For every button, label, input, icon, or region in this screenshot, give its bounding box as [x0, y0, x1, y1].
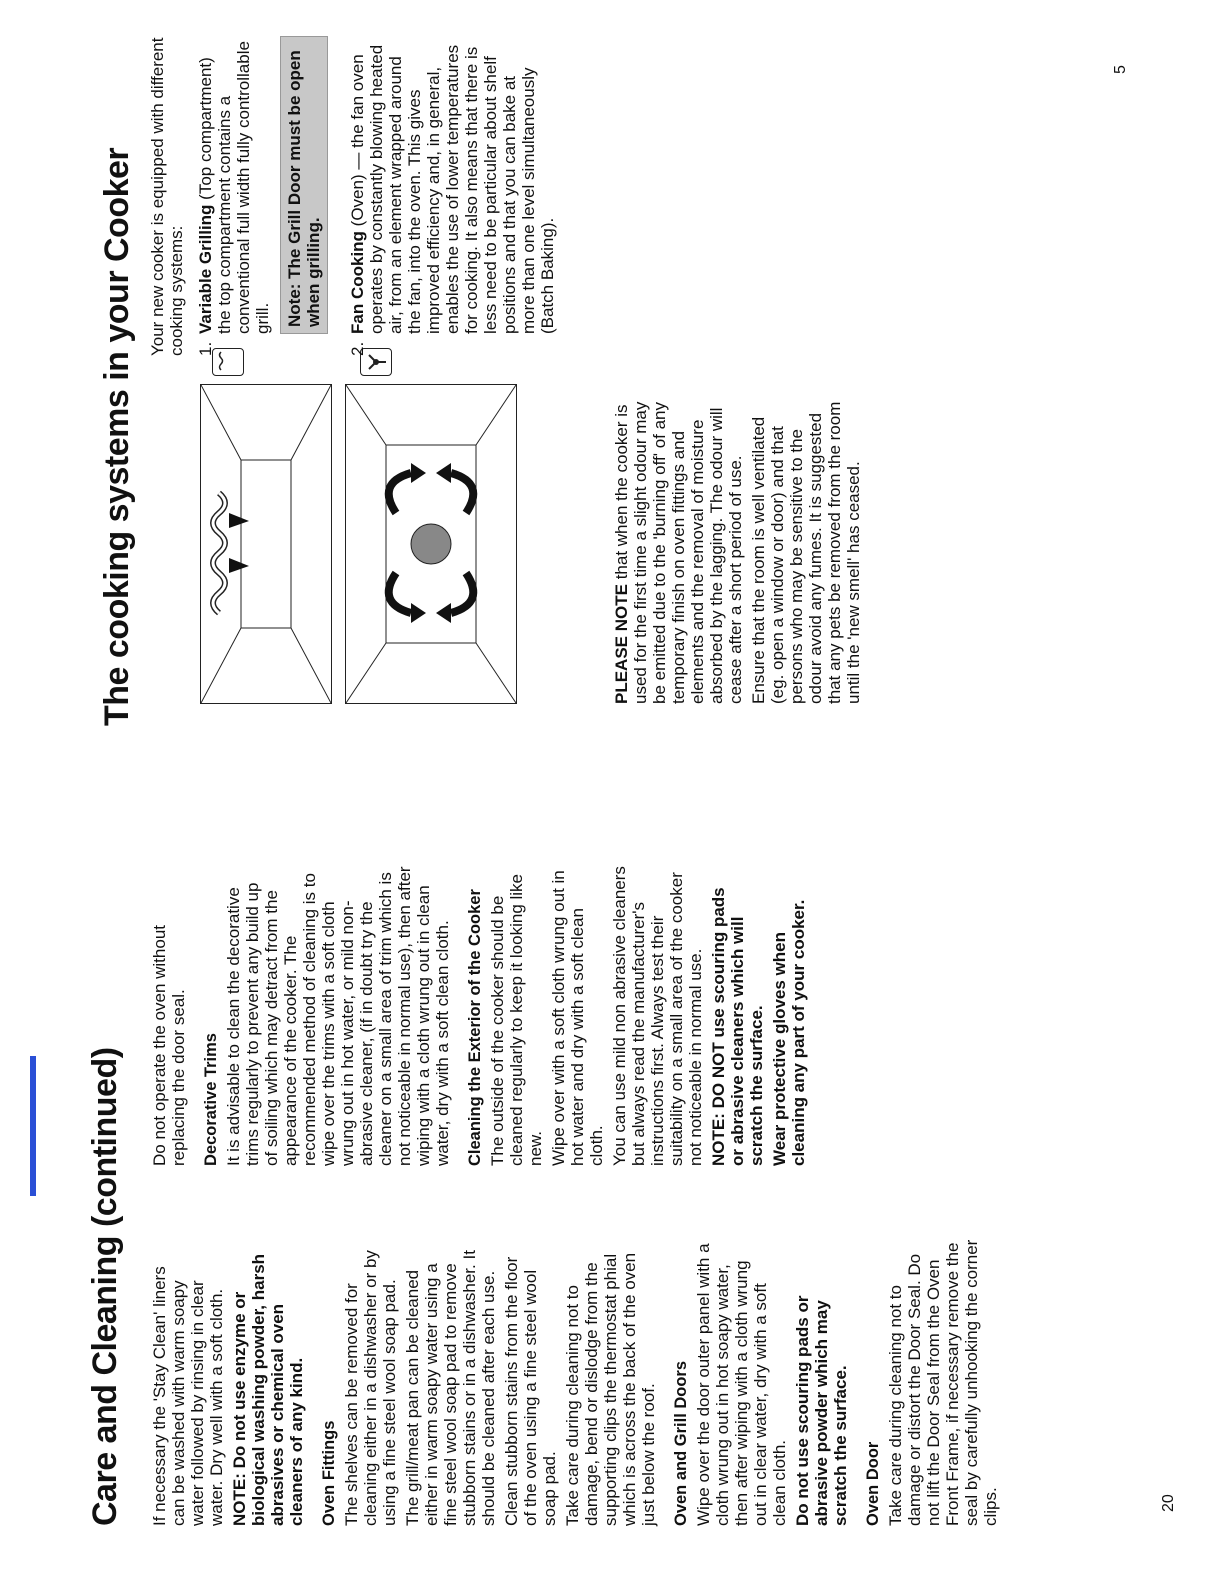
door-seal-paragraph: Do not operate the oven without replacing the door seal.	[150, 925, 188, 1166]
please-note-block	[612, 386, 867, 704]
airflow-bottom-right	[451, 473, 473, 513]
wipe-paragraph: Wipe over with a soft cloth wrung out in hot water and dry with a soft clean cloth.	[549, 870, 606, 1166]
intro-paragraph: Your new cooker is equipped with different cooking systems:	[148, 37, 186, 356]
shelves-paragraph: The shelves can be removed for cleaning either in a dishwasher or by using a fine steel wool soap pad.	[342, 1250, 399, 1526]
list-item	[196, 36, 338, 356]
oven-fittings-heading: Oven Fittings	[320, 1420, 338, 1526]
doors-heading: Oven and Grill Doors	[672, 1360, 690, 1526]
please-note-label: PLEASE NOTE	[612, 584, 631, 704]
liners-paragraph: If necessary the 'Stay Clean' liners can be washed with warm soapy water followed by rinsing in clear water. Dry well with a soft cloth.	[150, 1266, 226, 1526]
mild-cleaners-paragraph: You can use mild non abrasive cleaners but always read the manufacturer's instructions first. Always test their suitability on a small area of the cooker not noticeable in normal use.	[610, 866, 705, 1166]
floor-stains-paragraph: Clean stubborn stains from the floor of the oven using a fine steel wool soap pad.	[502, 1256, 559, 1526]
grill-door-note: Note: The Grill Door must be open when grilling.	[280, 36, 328, 334]
item-number: 1.	[196, 341, 215, 356]
liners-note: NOTE: Do not use enzyme or biological washing powder, harsh abrasives or chemical oven cleaners of any kind.	[230, 1253, 306, 1526]
heat-arrow-left	[229, 558, 249, 573]
heat-arrow-right	[229, 513, 249, 528]
oven-door-heading: Oven Door	[864, 1441, 882, 1526]
list-item	[348, 36, 557, 356]
please-note-text: that when the cooker is used for the first time a slight odour may be emitted due to the 'burning off' of any temporary finish on oven fittings and elements and the removal of moisture absorbed by the lagging. The odour will cease after a short period of use.	[612, 401, 745, 704]
grill-pan-paragraph: The grill/meat pan can be cleaned either in warm soapy water using a fine steel wool soap pad to remove stubborn stains or in a dishwasher. It should be cleaned after each use.	[403, 1250, 498, 1526]
thermostat-paragraph: Take care during cleaning not to damage, bend or dislodge from the supporting clips the thermostat phial which is across the back of the oven just below the roof.	[563, 1252, 658, 1526]
oven-door-paragraph: Take care during cleaning not to damage or distort the Door Seal. Do not lift the Door Seal from the Oven Front Frame, if necessary remove the seal by carefully unhooking the corner clips.	[886, 1239, 1000, 1526]
exterior-paragraph: The outside of the cooker should be cleaned regularly to keep it looking like new.	[488, 873, 545, 1166]
left-page-title: Care and Cleaning (continued)	[86, 1047, 124, 1526]
airflow-top-left	[389, 573, 411, 613]
scouring-note: NOTE: DO NOT use scouring pads or abrasive cleaners which will scratch the surface.	[709, 887, 766, 1166]
doors-paragraph: Wipe over the door outer panel with a cloth wrung out in hot soapy water, then after wiping with a cloth wrung out in clear water, dry with a soft clean cloth.	[694, 1243, 789, 1526]
trims-paragraph: It is advisable to clean the decorative trims regularly to prevent any build up of soiling which may detract from the appearance of the cooker. The recommended method of cleaning is to wipe over the trims with a soft cloth wrung out in hot water, or mild non-abrasive cleaner, (if in doubt try the cleaner on a small area of trim which is not noticeable in normal use), then after wiping with a cloth wrung out in clean water, dry with a soft clean cloth.	[224, 866, 452, 1166]
blue-margin-mark	[30, 1056, 36, 1196]
variable-grilling-text: (Top compartment) the top compartment contains a conventional full width fully controllable grill.	[196, 41, 272, 334]
right-page-title: The cooking systems in your Cooker	[98, 147, 136, 726]
cooking-systems-list	[148, 36, 567, 356]
airflow-bottom-left	[451, 573, 473, 613]
grill-diagram	[200, 384, 332, 704]
left-page-number: 20	[1160, 1494, 1177, 1512]
fan-disc	[411, 524, 451, 564]
left-col-2	[150, 866, 812, 1166]
fan-cooking-text: (Oven) — the fan oven operates by constantly blowing heated air, from an element wrapped around the fan, into the oven. This gives improved efficiency and, in general, enables the use of lower temperatures for cooking. It also means that there is less need to be particular about shelf positions and that you can bake at more than one level simultaneously (Batch Baking).	[348, 44, 557, 334]
fan-oven-diagram	[345, 384, 517, 704]
right-page-number: 5	[1112, 65, 1129, 74]
gloves-note: Wear protective gloves when cleaning any part of your cooker.	[770, 899, 808, 1166]
exterior-heading: Cleaning the Exterior of the Cooker	[466, 889, 484, 1166]
doors-note: Do not use scouring pads or abrasive powder which may scratch the surface.	[793, 1295, 850, 1526]
systems-list	[196, 36, 557, 356]
item-number: 2.	[348, 341, 367, 356]
please-note-paragraph	[612, 386, 745, 704]
trims-heading: Decorative Trims	[202, 1033, 220, 1166]
variable-grilling-label: Variable Grilling	[196, 204, 215, 334]
left-col-1	[150, 1238, 1004, 1526]
ventilation-paragraph: Ensure that the room is well ventilated (eg. open a window or door) and that persons who may be sensitive to the odour avoid any fumes. It is suggested that any pets be removed from the room until the 'new smell' has ceased.	[749, 401, 863, 704]
fan-cooking-label: Fan Cooking	[348, 231, 367, 334]
airflow-top-right	[389, 473, 411, 513]
